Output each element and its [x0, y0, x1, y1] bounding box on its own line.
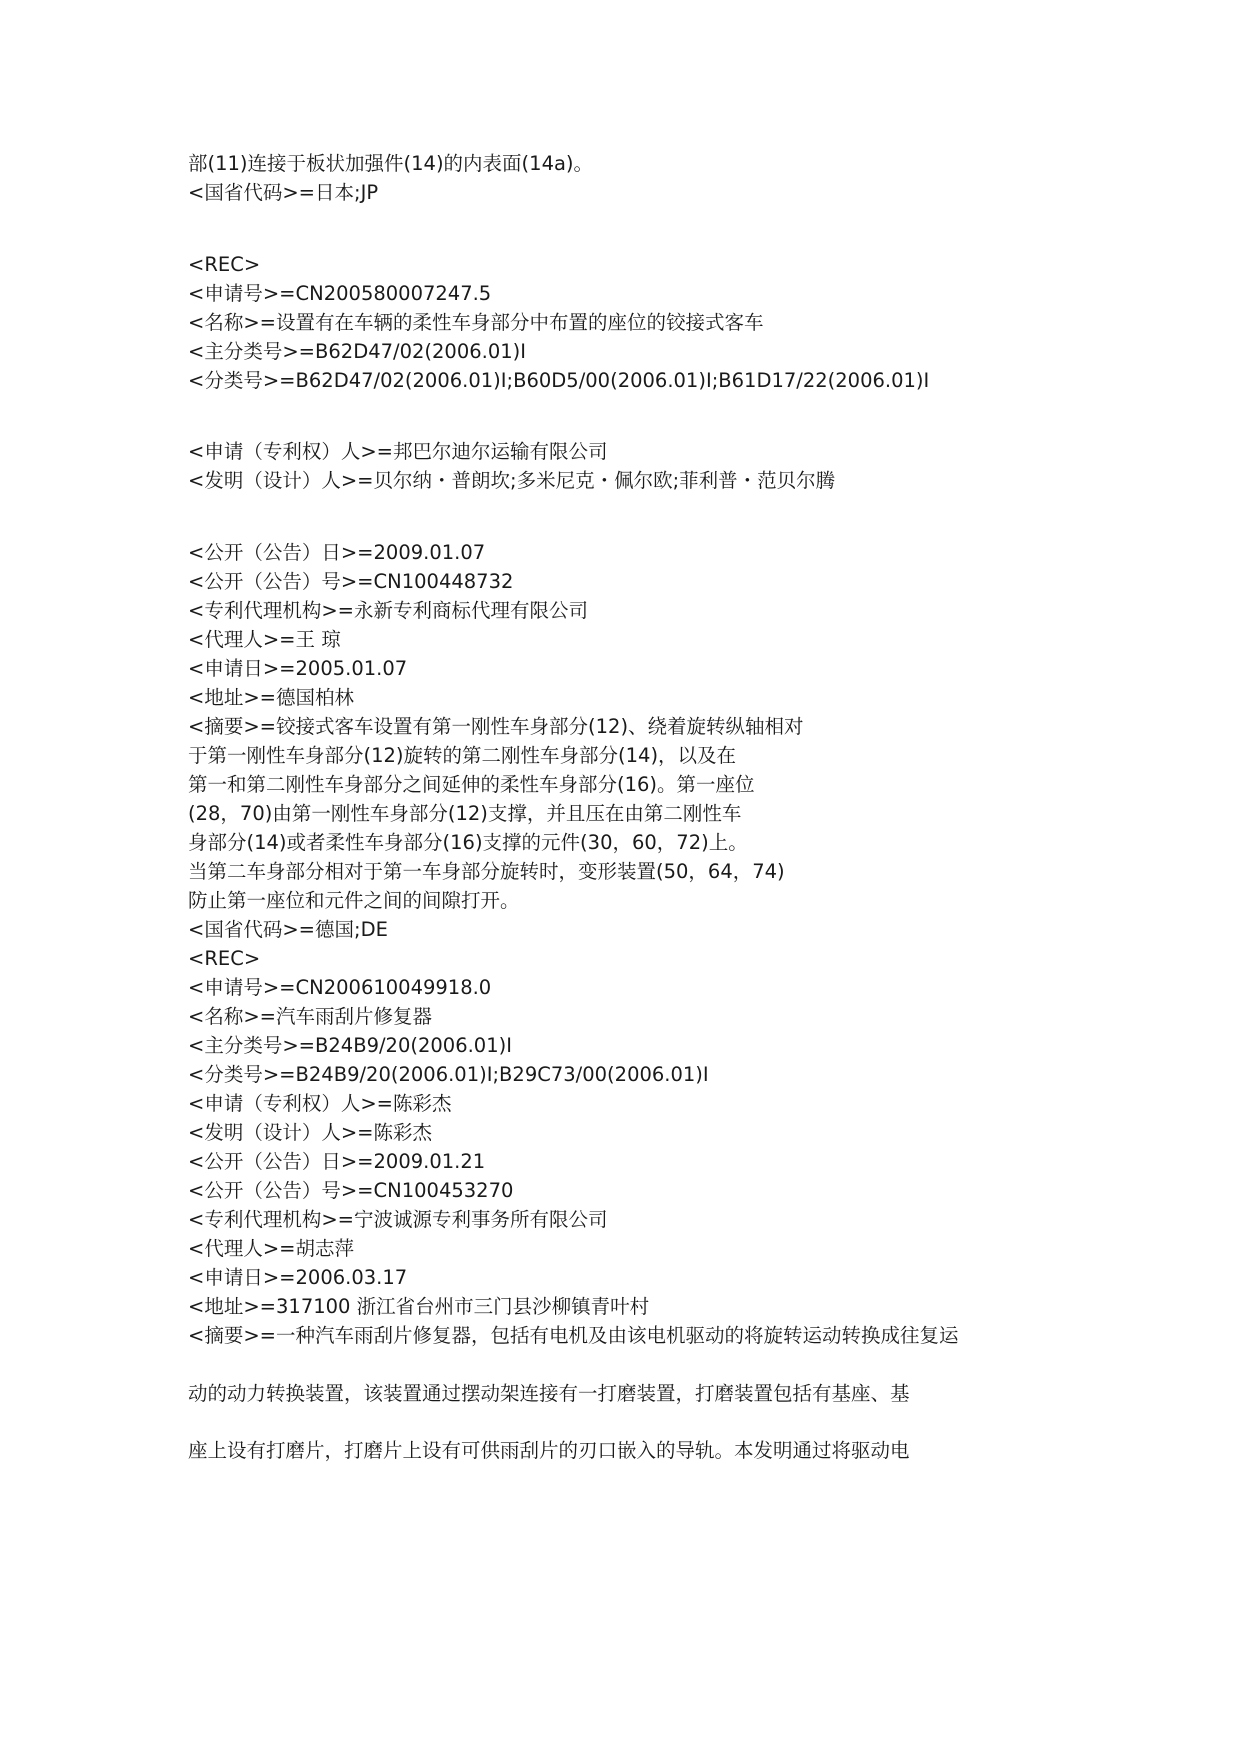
- text-line: <公开（公告）日>=2009.01.07: [188, 541, 486, 564]
- text-line: 座上设有打磨片，打磨片上设有可供雨刮片的刃口嵌入的导轨。本发明通过将驱动电: [188, 1439, 910, 1462]
- text-line: <名称>=设置有在车辆的柔性车身部分中布置的座位的铰接式客车: [188, 311, 764, 334]
- text-line: <申请日>=2006.03.17: [188, 1266, 408, 1289]
- text-line: <申请日>=2005.01.07: [188, 657, 408, 680]
- text-line: <公开（公告）号>=CN100448732: [188, 570, 514, 593]
- text-line: <摘要>=一种汽车雨刮片修复器，包括有电机及由该电机驱动的将旋转运动转换成往复运: [188, 1324, 959, 1347]
- text-line: <国省代码>=日本;JP: [188, 181, 379, 204]
- text-line: <专利代理机构>=永新专利商标代理有限公司: [188, 599, 589, 622]
- text-line: <国省代码>=德国;DE: [188, 918, 388, 941]
- text-line: 第一和第二刚性车身部分之间延伸的柔性车身部分(16)。第一座位: [188, 773, 755, 796]
- text-line: <REC>: [188, 253, 261, 276]
- text-line: <公开（公告）号>=CN100453270: [188, 1179, 514, 1202]
- text-line: 动的动力转换装置，该装置通过摆动架连接有一打磨装置，打磨装置包括有基座、基: [188, 1382, 910, 1405]
- text-line: 部(11)连接于板状加强件(14)的内表面(14a)。: [188, 152, 594, 175]
- text-line: <名称>=汽车雨刮片修复器: [188, 1005, 433, 1028]
- text-line: <发明（设计）人>=陈彩杰: [188, 1121, 433, 1144]
- text-line: (28，70)由第一刚性车身部分(12)支撑，并且压在由第二刚性车: [188, 802, 742, 825]
- text-line: <公开（公告）日>=2009.01.21: [188, 1150, 486, 1173]
- text-line: <地址>=德国柏林: [188, 686, 355, 709]
- text-line: <申请号>=CN200610049918.0: [188, 976, 492, 999]
- text-line: <申请（专利权）人>=陈彩杰: [188, 1092, 452, 1115]
- text-line: <申请（专利权）人>=邦巴尔迪尔运输有限公司: [188, 440, 608, 463]
- text-line: 于第一刚性车身部分(12)旋转的第二刚性车身部分(14)，以及在: [188, 744, 737, 767]
- text-line: <摘要>=铰接式客车设置有第一刚性车身部分(12)、绕着旋转纵轴相对: [188, 715, 804, 738]
- text-line: <地址>=317100 浙江省台州市三门县沙柳镇青叶村: [188, 1295, 650, 1318]
- text-line: <代理人>=胡志萍: [188, 1237, 355, 1260]
- text-line: <专利代理机构>=宁波诚源专利事务所有限公司: [188, 1208, 608, 1231]
- text-line: <分类号>=B62D47/02(2006.01)I;B60D5/00(2006.01)I;B61D17/22(2006.01)I: [188, 369, 930, 392]
- text-line: <申请号>=CN200580007247.5: [188, 282, 492, 305]
- text-line: <REC>: [188, 947, 261, 970]
- text-line: 防止第一座位和元件之间的间隙打开。: [188, 889, 520, 912]
- text-line: <主分类号>=B24B9/20(2006.01)I: [188, 1034, 512, 1057]
- text-line: 当第二车身部分相对于第一车身部分旋转时，变形装置(50，64，74): [188, 860, 785, 883]
- text-line: <代理人>=王 琼: [188, 628, 341, 651]
- text-line: 身部分(14)或者柔性车身部分(16)支撑的元件(30，60，72)上。: [188, 831, 748, 854]
- text-line: <分类号>=B24B9/20(2006.01)I;B29C73/00(2006.01)I: [188, 1063, 709, 1086]
- text-line: <发明（设计）人>=贝尔纳・普朗坎;多米尼克・佩尔欧;菲利普・范贝尔腾: [188, 469, 836, 492]
- text-line: <主分类号>=B62D47/02(2006.01)I: [188, 340, 527, 363]
